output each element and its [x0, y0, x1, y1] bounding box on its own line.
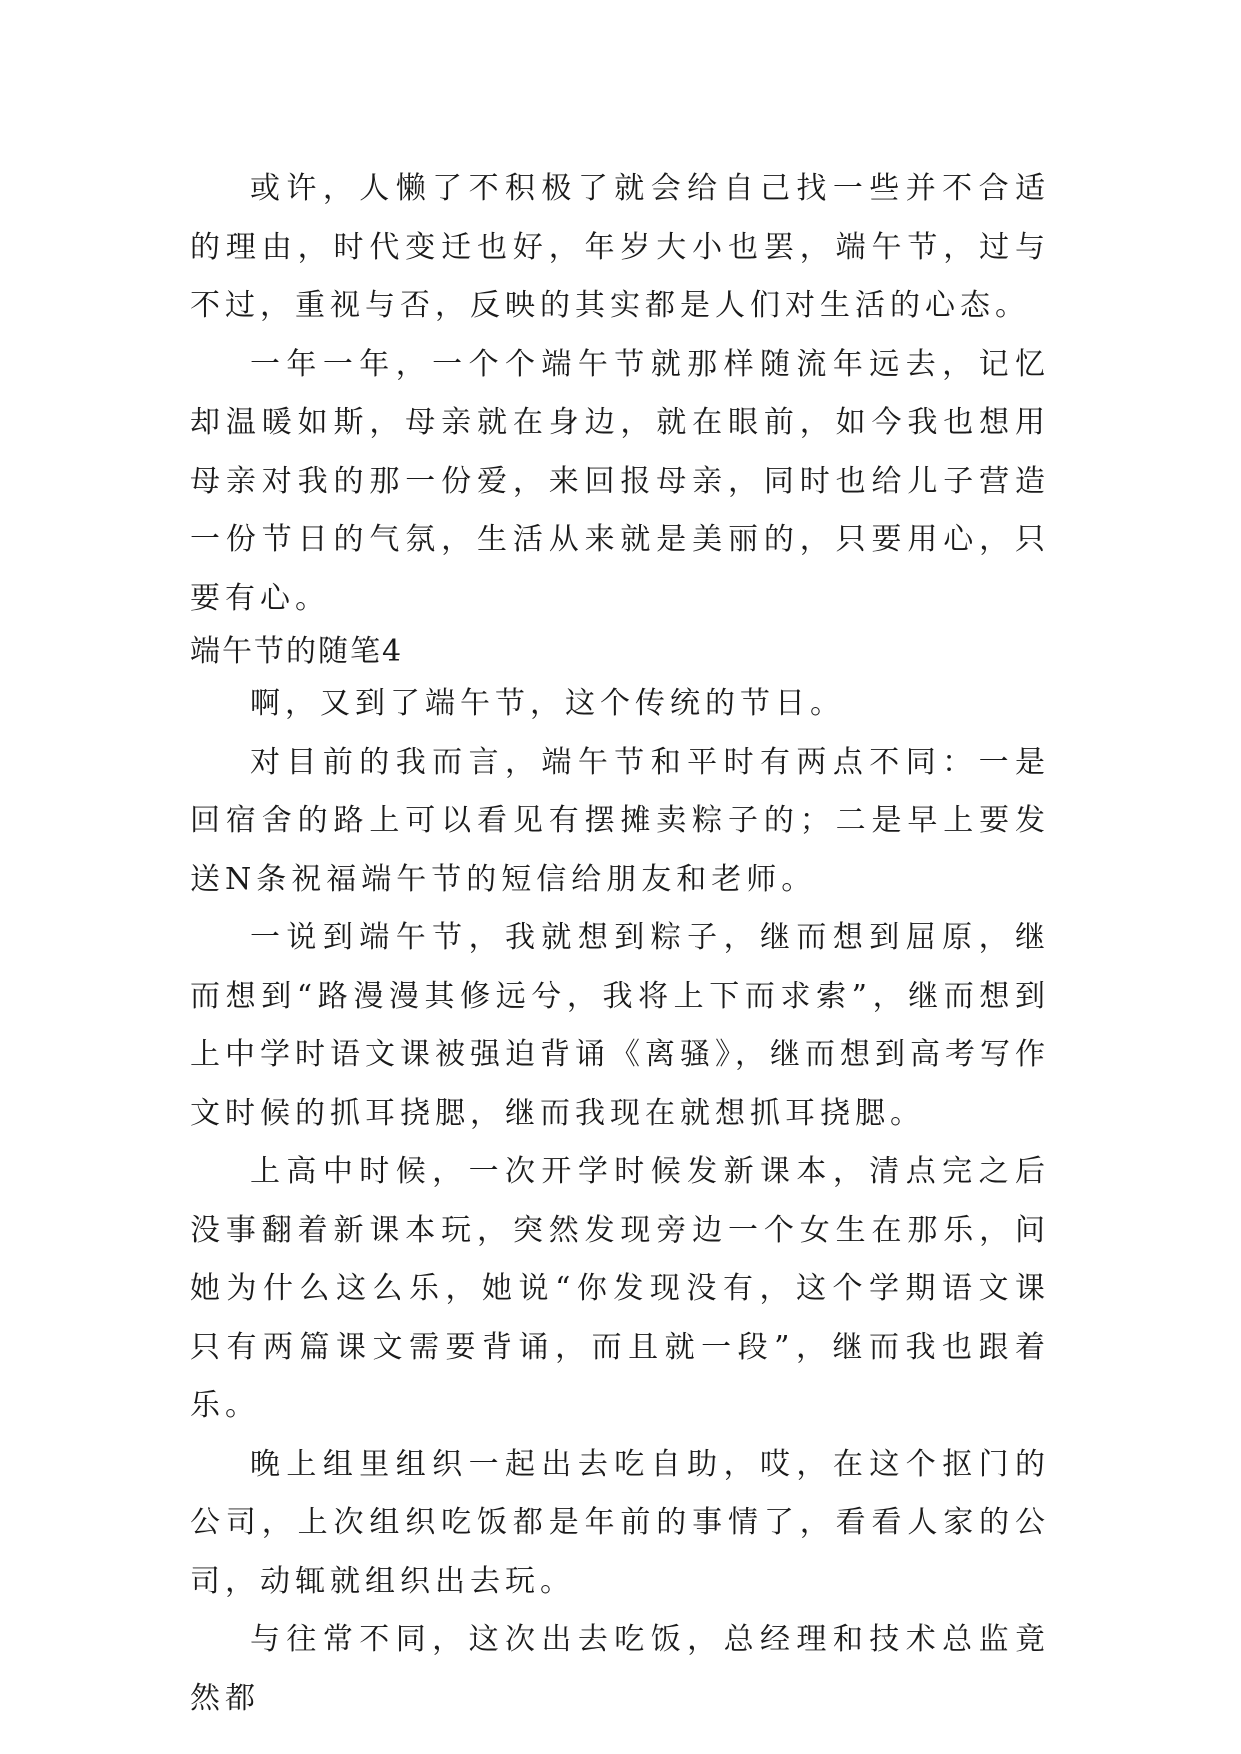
paragraph: 晚上组里组织一起出去吃自助，哎，在这个抠门的公司，上次组织吃饭都是年前的事情了，看看人家的公司，动辄就组织出去玩。 — [190, 1446, 1050, 1599]
paragraph: 或许，人懒了不积极了就会给自己找一些并不合适的理由，时代变迁也好，年岁大小也罢，端午节，过与不过，重视与否，反映的其实都是人们对生活的心态。 — [190, 171, 1050, 323]
paragraph: 一说到端午节，我就想到粽子，继而想到屈原，继而想到“路漫漫其修远兮，我将上下而求索”，继而想到上中学时语文课被强迫背诵《离骚》，继而想到高考写作文时候的抓耳挠腮，继而我现在就想抓耳挠腮。 — [190, 920, 1050, 1131]
paragraph: 上高中时候，一次开学时候发新课本，清点完之后没事翻着新课本玩，突然发现旁边一个女生在那乐，问她为什么这么乐，她说“你发现没有，这个学期语文课只有两篇课文需要背诵，而且就一段”，继而我也跟着乐。 — [190, 1154, 1050, 1423]
paragraph: 对目前的我而言，端午节和平时有两点不同：一是回宿舍的路上可以看见有摆摊卖粽子的；二是早上要发送N条祝福端午节的短信给朋友和老师。 — [190, 744, 1050, 897]
paragraph: 一年一年，一个个端午节就那样随流年远去，记忆却温暖如斯，母亲就在身边，就在眼前，如今我也想用母亲对我的那一份爱，来回报母亲，同时也给儿子营造一份节日的气氛，生活从来就是美丽的，只要用心，只要有心。 — [190, 346, 1050, 616]
document-page — [190, 160, 1050, 1728]
paragraph: 与往常不同，这次出去吃饭，总经理和技术总监竟然都 — [190, 1622, 1050, 1716]
paragraph: 啊，又到了端午节，这个传统的节日。 — [250, 686, 845, 721]
section-title: 端午节的随笔4 — [190, 634, 404, 669]
